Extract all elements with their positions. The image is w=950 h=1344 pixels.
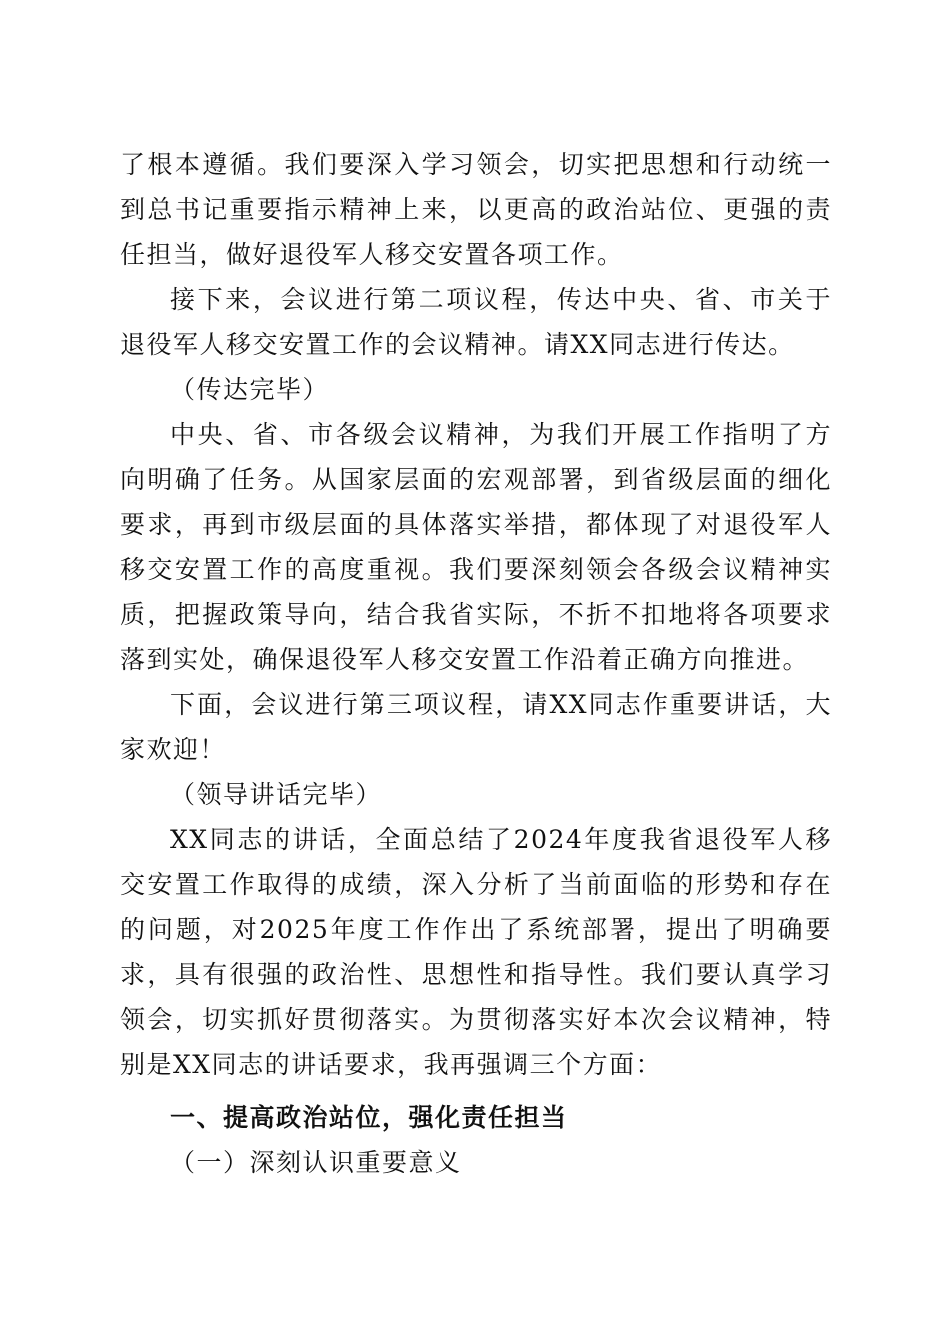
body-paragraph: 了根本遵循。我们要深入学习领会，切实把思想和行动统一到总书记重要指示精神上来，以更高的政治站位、更强的责任担当，做好退役军人移交安置各项工作。 — [120, 150, 832, 269]
stage-note: （传达完毕） — [170, 375, 330, 404]
body-paragraph: 中央、省、市各级会议精神，为我们开展工作指明了方向明确了任务。从国家层面的宏观部署，到省级层面的细化要求，再到市级层面的具体落实举措，都体现了对退役军人移交安置工作的高度重视。我们要深刻领会各级会议精神实质，把握政策导向，结合我省实际，不折不扣地将各项要求落到实处，确保退役军人移交安置工作沿着正确方向推进。 — [120, 420, 832, 674]
document-body — [120, 142, 832, 1185]
body-paragraph: XX同志的讲话，全面总结了2024年度我省退役军人移交安置工作取得的成绩，深入分析了当前面临的形势和存在的问题，对2025年度工作作出了系统部署，提出了明确要求，具有很强的政治性、思想性和指导性。我们要认真学习领会，切实抓好贯彻落实。为贯彻落实好本次会议精神，特别是XX同志的讲话要求，我再强调三个方面： — [120, 825, 832, 1079]
section-heading: 一、提高政治站位，强化责任担当 — [170, 1103, 568, 1132]
stage-note: （领导讲话完毕） — [170, 780, 383, 809]
body-paragraph: 下面，会议进行第三项议程，请XX同志作重要讲话，大家欢迎！ — [120, 690, 832, 764]
body-paragraph: 接下来，会议进行第二项议程，传达中央、省、市关于退役军人移交安置工作的会议精神。请XX同志进行传达。 — [120, 285, 832, 359]
subsection-heading: （一）深刻认识重要意义 — [170, 1148, 462, 1177]
